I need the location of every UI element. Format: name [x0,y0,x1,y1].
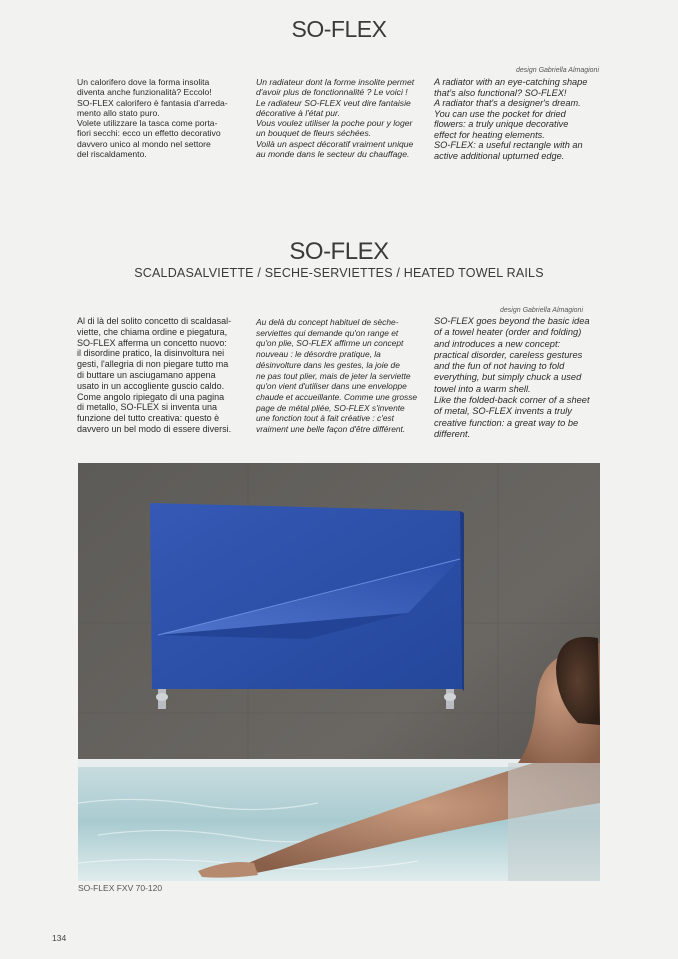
section2-title: SO-FLEX [289,238,389,265]
section2-subtitle: SCALDASALVIETTE / SECHE-SERVIETTES / HEATED TOWEL RAILS [134,266,544,280]
section1-title: SO-FLEX [291,16,387,42]
section2-english-text: SO-FLEX goes beyond the basic idea of a towel heater (order and folding) and introduces a new concept: practical disorder, careless gestures and the fun of not having to fold everything, but simply chuck a used towel into a warm shell. Like the folded-back corner of a sheet of metal, SO-FLEX invents a truly creative function: a great way to be different. [434,316,590,439]
section2-italian-text: Al di là del solito concetto di scaldasal- viette, che chiama ordine e piegatura, SO-FLEX afferma un concetto nuovo: il disordine pratico, la disinvoltura nei gesti, l'allegria di non piegare tutto ma di buttare un asciugamano appena usato in un accogliente guscio caldo. Come angolo ripiegato di una pagina di metallo, SO-FLEX si inventa una funzione del tutto creativa: questo è davvero un bel modo di essere diversi. [77,316,232,434]
section2-french-text: Au delà du concept habituel de sèche- serviettes qui demande qu'on range et qu'on plie, SO-FLEX affirme un concept nouveau : le désordre pratique, la désinvolture dans les gestes, la joie de ne pas tout plier, mais de jeter la serviette qu'on vient d'utiliser dans une enveloppe chaude et accueillante. Comme une grosse page de métal pliée, SO-FLEX s'invente une fonction tout à fait créative : c'est vraiment une belle façon d'être différent. [256,317,418,435]
product-photo [78,463,600,881]
section1-french-text: Un radiateur dont la forme insolite permet d'avoir plus de fonctionnalité ? Le voici ! Le radiateur SO-FLEX veut dire fantaisie décorative à l'état pur. Vous voulez utiliser la poche pour y loger un bouquet de fleurs séchées. Voilà un aspect décoratif vraiment unique au monde dans le secteur du chauffage. [256,77,415,160]
section1-english-text: A radiator with an eye-catching shape that's also functional? SO-FLEX! A radiator that's a designer's dream. You can use the pocket for dried flowers: a truly unique decorative effect for heating elements. SO-FLEX: a useful rectangle with an active additional upturned edge. [434,77,588,161]
page-number: 134 [52,933,67,943]
section2-credit: design Gabriella Almagioni [500,307,584,314]
photo-caption: SO-FLEX FXV 70-120 [78,883,163,893]
section1-italian-text: Un calorifero dove la forma insolita diventa anche funzionalità? Eccolo! SO-FLEX calorifero è fantasia d'arreda- mento allo stato puro. Volete utilizzare la tasca come porta- fiori secchi: ecco un effetto decorativo davvero unico al mondo nel settore del riscaldamento. [77,77,228,160]
section1-credit: design Gabriella Almagioni [516,67,600,74]
